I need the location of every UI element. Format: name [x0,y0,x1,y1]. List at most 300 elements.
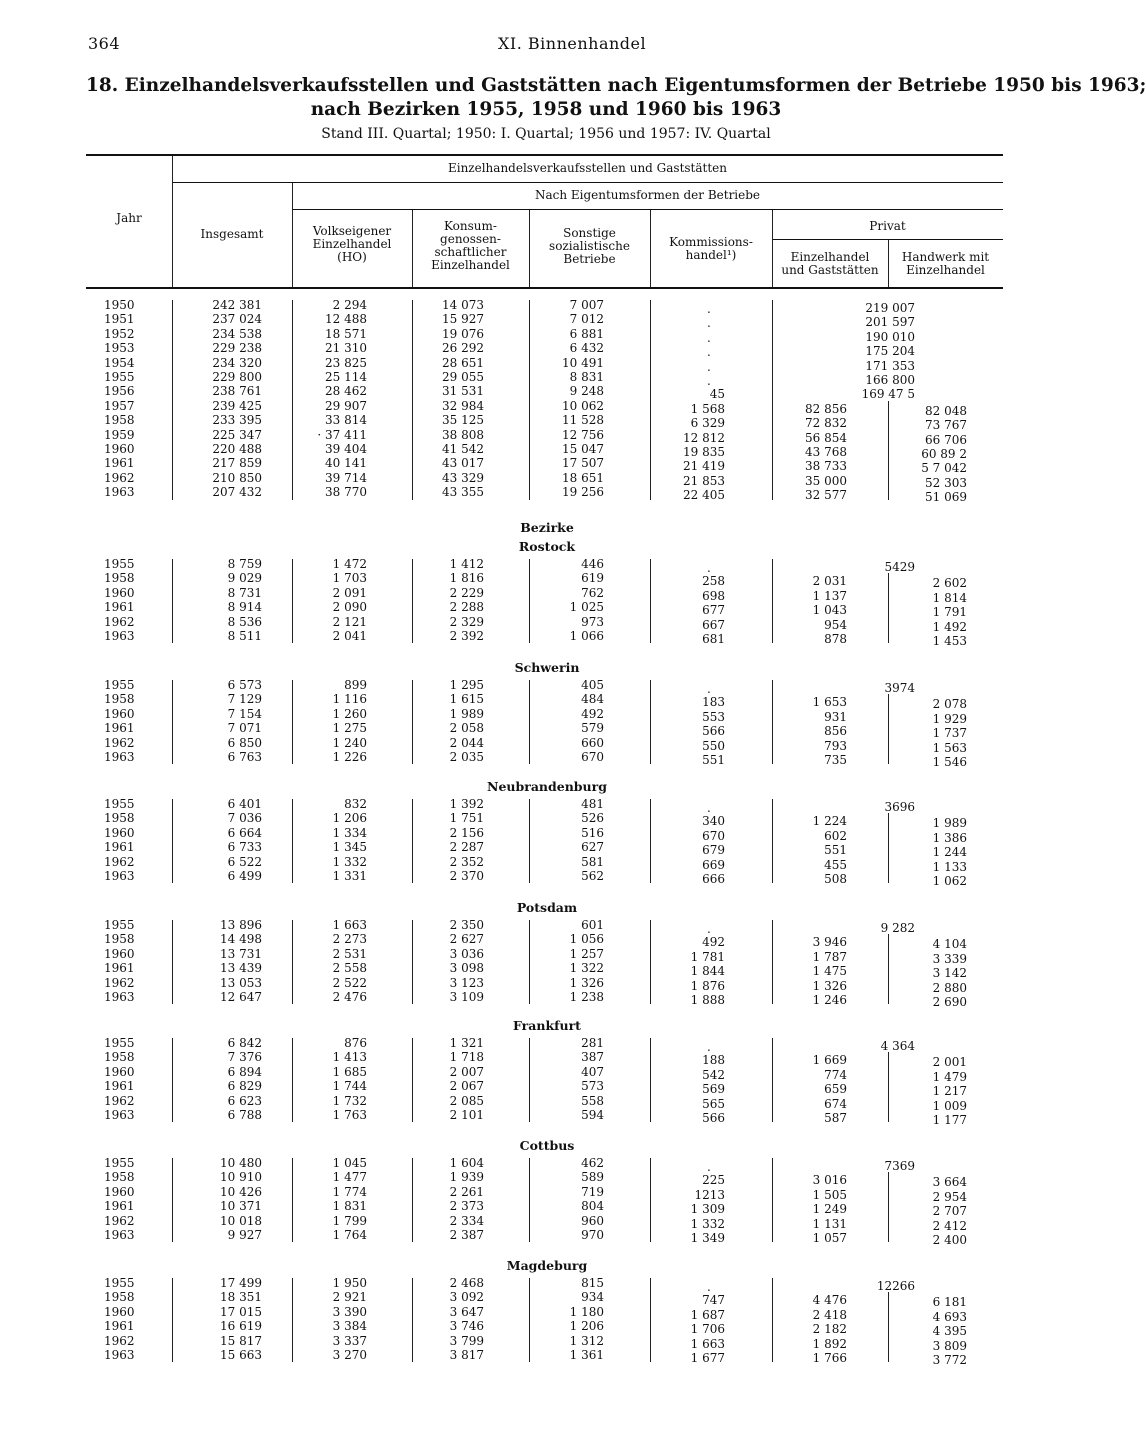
insgesamt-cell: 6 499 [227,869,262,883]
kommission-cell: 569 [702,1082,725,1097]
year-cell: 1962 [104,975,135,990]
einzelhandel-gaststaetten-cell: 3 016 [812,1173,847,1188]
konsum-cell: 1 604 [449,1156,484,1170]
kommission-cell: 340 [702,814,725,829]
handwerk-cell: 1 989 [932,816,967,831]
konsum-cell: 1 718 [449,1050,484,1065]
einzelhandel-gaststaetten-cell: 674 [824,1096,847,1111]
insgesamt-cell: 229 238 [212,341,262,356]
insgesamt-cell: 16 619 [220,1319,262,1334]
kommission-cell: 19 835 [683,445,725,459]
insgesamt-cell: 6 842 [227,1036,262,1050]
year-cell: 1961 [104,840,135,855]
insgesamt-cell: 18 351 [220,1290,262,1305]
kommission-cell: 1213 [694,1187,725,1202]
konsum-cell: 2 156 [449,825,484,840]
einzelhandel-gaststaetten-cell: 2 031 [812,574,847,589]
column-separator [529,1158,530,1242]
year-cell: 1955 [104,370,135,384]
column-separator [292,1278,293,1362]
column-separator [772,799,773,883]
column-separator [172,300,173,500]
kommission-cell: . [707,682,711,696]
handwerk-cell: 2 707 [932,1204,967,1219]
kommission-cell: 492 [702,935,725,950]
column-separator [172,920,173,1004]
kommission-cell: 1 844 [690,964,725,979]
sonstige-cell: 1 025 [569,600,604,615]
kommission-cell: 1 332 [690,1216,725,1231]
privat-total-cell: 169 47 5 [861,387,915,402]
privat-sub-separator [888,401,889,500]
col-header-jahr: Jahr [116,211,142,225]
sonstige-cell: 1 322 [569,961,604,976]
column-separator [650,559,651,643]
col-header-sonstige: Sonstige sozialistische Betriebe [549,226,630,266]
table-title-line-2: nach Bezirken 1955, 1958 und 1960 bis 1963 [310,99,782,120]
year-cell: 1963 [104,990,135,1004]
ho-cell: 1 774 [332,1184,367,1199]
year-cell: 1954 [104,355,135,370]
ho-cell: 1 334 [332,825,367,840]
handwerk-cell: 1 217 [932,1084,967,1099]
sonstige-cell: 562 [581,869,604,883]
kommission-cell: 1 677 [690,1351,725,1365]
year-cell: 1960 [104,1184,135,1199]
year-cell: 1955 [104,678,135,692]
kommission-cell: . [707,316,711,331]
insgesamt-cell: 242 381 [212,298,262,312]
handwerk-cell: 3 664 [932,1175,967,1190]
kommission-cell: 1 349 [690,1231,725,1245]
year-cell: 1962 [104,1333,135,1348]
sonstige-cell: 589 [581,1170,604,1185]
header-rule-1 [172,182,1003,183]
einzelhandel-gaststaetten-cell: 1 505 [812,1187,847,1202]
konsum-cell: 15 927 [442,312,484,327]
kommission-cell: 566 [702,1111,725,1125]
einzelhandel-gaststaetten-cell: 602 [824,828,847,843]
insgesamt-cell: 6 522 [227,854,262,869]
col-header-privat: Privat [869,219,906,233]
bezirke-label: Bezirke [520,520,574,535]
table-subtitle: Stand III. Quartal; 1950: I. Quartal; 1956 und 1957: IV. Quartal [321,126,771,142]
page-number: 364 [88,34,121,53]
sonstige-cell: 815 [581,1276,604,1290]
handwerk-cell: 1 479 [932,1069,967,1084]
col-header-eigentumsformen: Nach Eigentumsformen der Betriebe [534,188,761,202]
sonstige-cell: 7 012 [569,312,604,327]
column-separator [772,300,773,500]
sonstige-cell: 804 [581,1199,604,1214]
kommission-cell: . [707,345,711,360]
ho-cell: · 37 411 [317,427,367,442]
handwerk-cell: 1 177 [932,1113,967,1127]
privat-total-cell: 171 353 [865,358,915,373]
col-header-ho: Volkseigener Einzelhandel (HO) [312,224,392,264]
ho-cell: 1 799 [332,1213,367,1228]
insgesamt-cell: 237 024 [212,312,262,327]
col-header-kommission: Kommissions- handel¹) [669,235,753,262]
einzelhandel-gaststaetten-cell: 82 856 [805,401,847,416]
einzelhandel-gaststaetten-cell: 1 669 [812,1053,847,1068]
column-separator [172,1158,173,1242]
ho-cell: 1 275 [332,721,367,736]
sonstige-cell: 526 [581,811,604,826]
kommission-cell: . [707,1160,711,1174]
insgesamt-cell: 10 480 [220,1156,262,1170]
konsum-cell: 1 412 [449,557,484,571]
insgesamt-cell: 9 029 [227,571,262,586]
sonstige-cell: 558 [581,1093,604,1108]
einzelhandel-gaststaetten-cell: 35 000 [805,473,847,488]
ho-cell: 1 703 [332,571,367,586]
insgesamt-cell: 6 850 [227,735,262,750]
year-cell: 1959 [104,427,135,442]
column-separator [172,799,173,883]
year-cell: 1960 [104,825,135,840]
kommission-cell: 1 781 [690,949,725,964]
insgesamt-cell: 234 320 [212,355,262,370]
year-cell: 1960 [104,1304,135,1319]
region-label: Magdeburg [506,1258,588,1273]
year-cell: 1961 [104,600,135,615]
handwerk-cell: 4 395 [932,1324,967,1339]
einzelhandel-gaststaetten-cell: 72 832 [805,416,847,431]
ho-cell: 1 477 [332,1170,367,1185]
insgesamt-cell: 13 896 [220,918,262,932]
handwerk-cell: 2 954 [932,1189,967,1204]
handwerk-cell: 66 706 [925,432,967,447]
region-label: Frankfurt [513,1018,581,1033]
sonstige-cell: 281 [581,1036,604,1050]
year-cell: 1961 [104,456,135,471]
column-separator [412,680,413,764]
konsum-cell: 2 352 [449,854,484,869]
privat-total-cell: 175 204 [865,344,915,359]
year-cell: 1955 [104,918,135,932]
ho-cell: 1 663 [332,918,367,932]
year-cell: 1958 [104,1050,135,1065]
konsum-cell: 3 746 [449,1319,484,1334]
konsum-cell: 1 751 [449,811,484,826]
einzelhandel-gaststaetten-cell: 1 766 [812,1351,847,1365]
column-separator [529,300,530,500]
konsum-cell: 2 627 [449,932,484,947]
privat-total-cell: 201 597 [865,315,915,330]
konsum-cell: 43 355 [442,485,484,500]
konsum-cell: 1 816 [449,571,484,586]
insgesamt-cell: 8 511 [227,629,262,643]
kommission-cell: 183 [702,695,725,710]
region-label: Neubrandenburg [487,779,607,794]
sonstige-cell: 579 [581,721,604,736]
ho-cell: 2 090 [332,600,367,615]
year-cell: 1962 [104,470,135,485]
kommission-cell: 22 405 [683,488,725,503]
handwerk-cell: 2 412 [932,1218,967,1233]
year-cell: 1962 [104,1213,135,1228]
handwerk-cell: 2 602 [932,576,967,591]
year-cell: 1963 [104,1108,135,1122]
column-separator [412,300,413,500]
sonstige-cell: 934 [581,1290,604,1305]
column-separator [650,1038,651,1122]
kommission-cell: 677 [702,603,725,618]
konsum-cell: 41 542 [442,442,484,456]
insgesamt-cell: 6 829 [227,1079,262,1094]
ho-cell: 899 [344,678,367,692]
year-cell: 1957 [104,398,135,413]
privat-total-cell: 12266 [876,1279,915,1293]
ho-cell: 832 [344,797,367,811]
sonstige-cell: 762 [581,585,604,600]
kommission-cell: . [707,801,711,815]
sonstige-cell: 1 056 [569,932,604,947]
insgesamt-cell: 8 914 [227,600,262,615]
ho-cell: 2 091 [332,585,367,600]
konsum-cell: 43 017 [442,456,484,471]
year-cell: 1958 [104,571,135,586]
einzelhandel-gaststaetten-cell: 1 787 [812,949,847,964]
kommission-cell: . [707,1040,711,1054]
einzelhandel-gaststaetten-cell: 954 [824,617,847,632]
sonstige-cell: 719 [581,1184,604,1199]
column-separator [650,1278,651,1362]
insgesamt-cell: 7 129 [227,692,262,707]
konsum-cell: 2 058 [449,721,484,736]
ho-cell: 40 141 [325,456,367,471]
sonstige-cell: 1 206 [569,1319,604,1334]
konsum-cell: 2 007 [449,1064,484,1079]
year-cell: 1961 [104,1079,135,1094]
kommission-cell: 669 [702,857,725,872]
ho-cell: 1 045 [332,1156,367,1170]
privat-total-cell: 190 010 [865,329,915,344]
insgesamt-cell: 13 731 [220,946,262,961]
year-cell: 1963 [104,629,135,643]
einzelhandel-gaststaetten-cell: 2 418 [812,1307,847,1322]
year-cell: 1962 [104,614,135,629]
sonstige-cell: 18 651 [562,470,604,485]
column-separator [172,559,173,643]
ho-cell: 2 476 [332,990,367,1004]
privat-sub-separator [888,694,889,764]
privat-sub-separator [888,934,889,1004]
ho-cell: 2 522 [332,975,367,990]
year-cell: 1961 [104,721,135,736]
ho-cell: 2 294 [332,298,367,312]
header-bottom-rule [86,287,1003,289]
privat-sub-separator [888,1172,889,1242]
privat-total-cell: 4 364 [880,1039,915,1053]
year-cell: 1960 [104,1064,135,1079]
konsum-cell: 2 229 [449,585,484,600]
handwerk-cell: 1 791 [932,605,967,620]
kommission-cell: 1 706 [690,1322,725,1337]
kommission-cell: 550 [702,738,725,753]
privat-total-cell: 166 800 [865,373,915,387]
col-header-einzelhandel-gaststaetten: Einzelhandel und Gaststätten [781,250,879,277]
insgesamt-cell: 10 910 [220,1170,262,1185]
column-separator [292,559,293,643]
konsum-cell: 35 125 [442,413,484,428]
konsum-cell: 1 295 [449,678,484,692]
sonstige-cell: 7 007 [569,298,604,312]
einzelhandel-gaststaetten-cell: 659 [824,1082,847,1097]
handwerk-cell: 3 339 [932,951,967,966]
sonstige-cell: 516 [581,825,604,840]
sonstige-cell: 17 507 [562,456,604,471]
insgesamt-cell: 7 071 [227,721,262,736]
ho-cell: 1 240 [332,735,367,750]
sonstige-cell: 9 248 [569,384,604,399]
kommission-cell: 21 419 [683,459,725,474]
column-separator [412,1278,413,1362]
handwerk-cell: 1 244 [932,845,967,860]
sonstige-cell: 484 [581,692,604,707]
year-cell: 1955 [104,797,135,811]
konsum-cell: 31 531 [442,384,484,399]
insgesamt-cell: 12 647 [220,990,262,1004]
ho-cell: 2 121 [332,614,367,629]
year-cell: 1955 [104,1276,135,1290]
year-cell: 1958 [104,1170,135,1185]
sonstige-cell: 1 312 [569,1333,604,1348]
kommission-cell: 566 [702,724,725,739]
handwerk-cell: 4 693 [932,1309,967,1324]
einzelhandel-gaststaetten-cell: 2 182 [812,1322,847,1337]
einzelhandel-gaststaetten-cell: 735 [824,753,847,767]
insgesamt-cell: 217 859 [212,456,262,471]
konsum-cell: 2 261 [449,1184,484,1199]
einzelhandel-gaststaetten-cell: 1 137 [812,588,847,603]
konsum-cell: 43 329 [442,470,484,485]
year-cell: 1952 [104,326,135,341]
year-cell: 1958 [104,811,135,826]
ho-cell: 1 744 [332,1079,367,1094]
column-separator [292,680,293,764]
year-cell: 1962 [104,1093,135,1108]
privat-sub-separator [888,1292,889,1362]
insgesamt-cell: 9 927 [227,1228,262,1242]
year-cell: 1955 [104,1036,135,1050]
ho-cell: 1 260 [332,706,367,721]
year-cell: 1963 [104,750,135,764]
year-cell: 1963 [104,869,135,883]
einzelhandel-gaststaetten-cell: 38 733 [805,459,847,474]
ho-cell: 3 390 [332,1304,367,1319]
konsum-cell: 3 036 [449,946,484,961]
col-header-group: Einzelhandelsverkaufsstellen und Gaststätten [447,161,728,175]
konsum-cell: 2 370 [449,869,484,883]
handwerk-cell: 60 89 2 [921,447,967,461]
konsum-cell: 2 334 [449,1213,484,1228]
insgesamt-cell: 234 538 [212,326,262,341]
year-cell: 1960 [104,946,135,961]
sonstige-cell: 12 756 [562,427,604,442]
konsum-cell: 1 615 [449,692,484,707]
insgesamt-cell: 7 376 [227,1050,262,1065]
einzelhandel-gaststaetten-cell: 856 [824,724,847,739]
insgesamt-cell: 6 788 [227,1108,262,1122]
handwerk-cell: 1 062 [932,874,967,888]
column-separator [529,680,530,764]
ho-cell: 18 571 [325,326,367,341]
insgesamt-cell: 210 850 [212,470,262,485]
einzelhandel-gaststaetten-cell: 1 043 [812,603,847,618]
konsum-cell: 3 109 [449,990,484,1004]
handwerk-cell: 52 303 [925,475,967,490]
ho-cell: 3 384 [332,1319,367,1334]
einzelhandel-gaststaetten-cell: 1 653 [812,695,847,710]
handwerk-cell: 2 078 [932,697,967,712]
col-header-konsum: Konsum- genossen- schaftlicher Einzelhandel [431,219,510,272]
kommission-cell: 258 [702,574,725,589]
einzelhandel-gaststaetten-cell: 774 [824,1067,847,1082]
handwerk-cell: 1 009 [932,1098,967,1113]
insgesamt-cell: 17 499 [220,1276,262,1290]
sonstige-cell: 970 [581,1228,604,1242]
konsum-cell: 3 123 [449,975,484,990]
column-separator [292,799,293,883]
konsum-cell: 2 288 [449,600,484,615]
ho-cell: 1 950 [332,1276,367,1290]
konsum-cell: 3 799 [449,1333,484,1348]
column-separator [292,300,293,500]
ho-cell: 1 763 [332,1108,367,1122]
einzelhandel-gaststaetten-cell: 1 249 [812,1202,847,1217]
kommission-cell: . [707,561,711,575]
konsum-cell: 2 287 [449,840,484,855]
column-separator [292,920,293,1004]
sonstige-cell: 10 062 [562,398,604,413]
ho-cell: 33 814 [325,413,367,428]
ho-cell: 1 732 [332,1093,367,1108]
ho-cell: 2 041 [332,629,367,643]
kommission-cell: 667 [702,617,725,632]
einzelhandel-gaststaetten-cell: 3 946 [812,935,847,950]
year-cell: 1951 [104,312,135,327]
column-separator [292,1158,293,1242]
column-separator [650,799,651,883]
kommission-cell: 553 [702,709,725,724]
ho-cell: 38 770 [325,485,367,500]
handwerk-cell: 1 546 [932,755,967,769]
einzelhandel-gaststaetten-cell: 931 [824,709,847,724]
kommission-cell: 681 [702,632,725,646]
einzelhandel-gaststaetten-cell: 1 224 [812,814,847,829]
konsum-cell: 2 035 [449,750,484,764]
handwerk-cell: 51 069 [925,490,967,505]
kommission-cell: 1 687 [690,1307,725,1322]
header-vline [172,156,173,287]
ho-cell: 1 413 [332,1050,367,1065]
ho-cell: 1 116 [332,692,367,707]
sonstige-cell: 660 [581,735,604,750]
ho-cell: 1 345 [332,840,367,855]
einzelhandel-gaststaetten-cell: 455 [824,857,847,872]
konsum-cell: 3 098 [449,961,484,976]
sonstige-cell: 1 066 [569,629,604,643]
einzelhandel-gaststaetten-cell: 1 892 [812,1336,847,1351]
ho-cell: 2 273 [332,932,367,947]
ho-cell: 1 331 [332,869,367,883]
handwerk-cell: 2 880 [932,980,967,995]
handwerk-cell: 3 772 [932,1353,967,1367]
column-separator [529,559,530,643]
insgesamt-cell: 6 401 [227,797,262,811]
